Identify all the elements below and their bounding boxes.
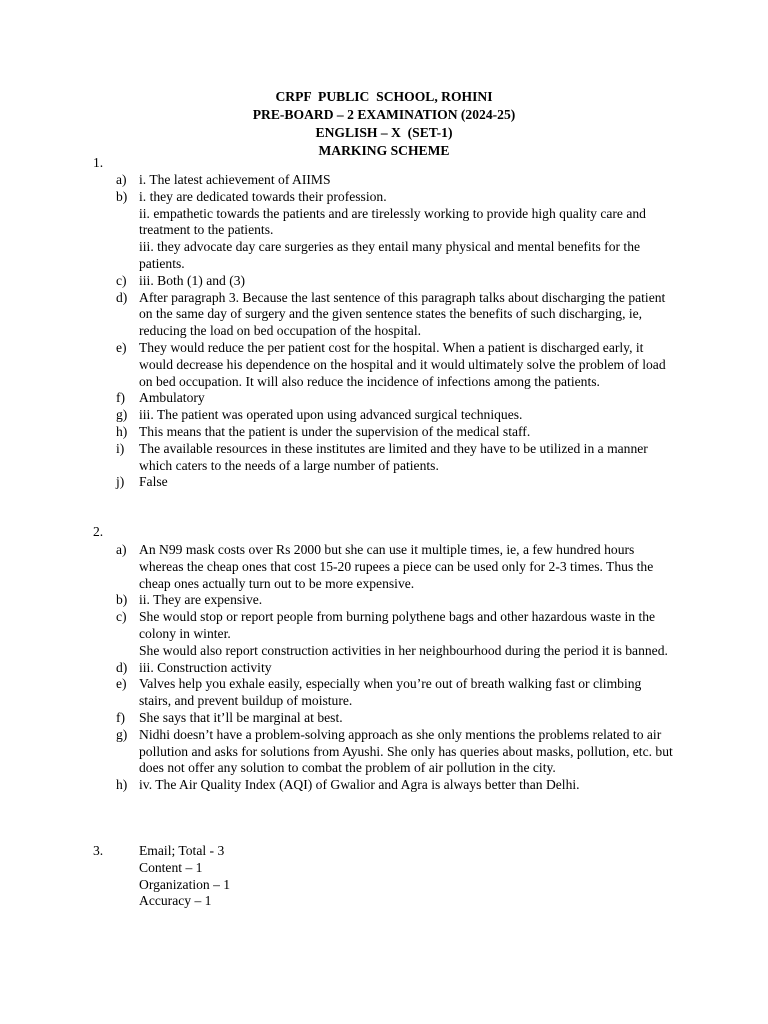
answer-text: iii. The patient was operated upon using advanced surgical techniques. — [139, 407, 523, 423]
answer-text: This means that the patient is under the supervision of the medical staff. — [139, 423, 531, 439]
answer-item — [116, 660, 676, 677]
exam-name: PRE-BOARD – 2 EXAMINATION (2024-25) — [252, 107, 516, 122]
question-3-number: 3. — [93, 843, 104, 858]
answer-item — [116, 407, 676, 424]
answer-marker: h) — [116, 423, 128, 439]
answer-text: She would also report construction activities in her neighbourhood during the period it is banned. — [139, 642, 668, 658]
rubric-line: Content – 1 — [139, 859, 203, 875]
answer-text: ii. They are expensive. — [139, 592, 263, 608]
question-2-number: 2. — [93, 524, 104, 539]
answer-text: iii. Both (1) and (3) — [139, 272, 246, 288]
question-1-answers — [116, 172, 676, 491]
school-name: CRPF PUBLIC SCHOOL, ROHINI — [275, 89, 493, 104]
answer-text: They would reduce the per patient cost for the hospital. When a patient is discharged early, it would decrease his dependence on the hospital and it would ultimately solve the problem of load on bed occupation. It will also reduce the incidence of infections among the patients. — [139, 339, 666, 389]
answer-marker: g) — [116, 726, 128, 742]
answer-item — [116, 676, 676, 710]
document-header — [0, 88, 768, 160]
answer-text: i. The latest achievement of AIIMS — [139, 172, 331, 187]
answer-text: iii. they advocate day care surgeries as they entail many physical and mental benefits for the patients. — [139, 239, 641, 271]
answer-text: Valves help you exhale easily, especially when you’re out of breath walking fast or climbing stairs, and prevent buildup of moisture. — [139, 676, 642, 709]
answer-marker: g) — [116, 407, 128, 423]
answer-marker: a) — [116, 542, 127, 557]
answer-item — [116, 390, 676, 407]
answer-marker: f) — [116, 709, 126, 725]
answer-text: False — [139, 474, 168, 490]
answer-marker: e) — [116, 676, 127, 692]
answer-item — [116, 441, 676, 475]
document-title: MARKING SCHEME — [318, 143, 450, 158]
answer-item — [116, 609, 676, 659]
answer-text: Nidhi doesn’t have a problem-solving approach as she only mentions the problems related to air pollution and asks for solutions from Ayushi. She only has queries about masks, pollution, etc. but does not offer any solution to combat the problem of air pollution in the city. — [139, 726, 673, 776]
answer-item — [116, 710, 676, 727]
answer-text: After paragraph 3. Because the last sentence of this paragraph talks about discharging the patient on the same day of surgery and the given sentence states the benefits of such discharging, ie, reducing the load on bed occupation of the hospital. — [139, 289, 666, 339]
answer-item — [116, 474, 676, 491]
answer-marker: b) — [116, 592, 128, 608]
question-2-answers — [116, 542, 676, 794]
answer-marker: d) — [116, 289, 128, 305]
answer-marker: d) — [116, 659, 128, 675]
answer-item — [116, 290, 676, 340]
answer-item — [116, 777, 676, 794]
rubric-line: Accuracy – 1 — [139, 893, 212, 909]
answer-text: The available resources in these institutes are limited and they have to be utilized in a manner which caters to the needs of a large number of patients. — [139, 440, 648, 473]
answer-marker: c) — [116, 272, 127, 288]
answer-text: i. they are dedicated towards their profession. — [139, 188, 387, 204]
answer-text: She says that it’ll be marginal at best. — [139, 709, 343, 725]
answer-marker: e) — [116, 339, 127, 355]
answer-marker: h) — [116, 777, 128, 793]
answer-text: She would stop or report people from burning polythene bags and other hazardous waste in the colony in winter. — [139, 609, 656, 641]
answer-marker: f) — [116, 390, 126, 406]
answer-text: ii. empathetic towards the patients and are tirelessly working to provide high quality care and treatment to the patients. — [139, 205, 646, 238]
question-1-number: 1. — [93, 155, 104, 170]
subject-name: ENGLISH – X (SET-1) — [315, 125, 453, 140]
answer-marker: j) — [116, 474, 125, 490]
answer-marker: b) — [116, 188, 128, 204]
answer-text: An N99 mask costs over Rs 2000 but she can use it multiple times, ie, a few hundred hours whereas the cheap ones that cost 15-20 rupees a piece can be used only for 2-3 times. Thus the cheap ones actually turn out to be more expensive. — [139, 542, 654, 591]
answer-text: iii. Construction activity — [139, 659, 272, 675]
answer-text: Ambulatory — [139, 390, 205, 406]
question-3-answer — [139, 843, 230, 910]
answer-item — [116, 424, 676, 441]
answer-marker: c) — [116, 609, 127, 625]
rubric-line: Organization – 1 — [139, 876, 231, 892]
rubric-line: Email; Total - 3 — [139, 843, 225, 858]
answer-marker: i) — [116, 440, 125, 456]
answer-marker: a) — [116, 172, 127, 187]
answer-item — [116, 189, 676, 273]
answer-item — [116, 542, 676, 592]
answer-item — [116, 172, 676, 189]
answer-item — [116, 592, 676, 609]
answer-text: iv. The Air Quality Index (AQI) of Gwalior and Agra is always better than Delhi. — [139, 777, 580, 793]
answer-item — [116, 727, 676, 777]
answer-item — [116, 340, 676, 390]
answer-item — [116, 273, 676, 290]
